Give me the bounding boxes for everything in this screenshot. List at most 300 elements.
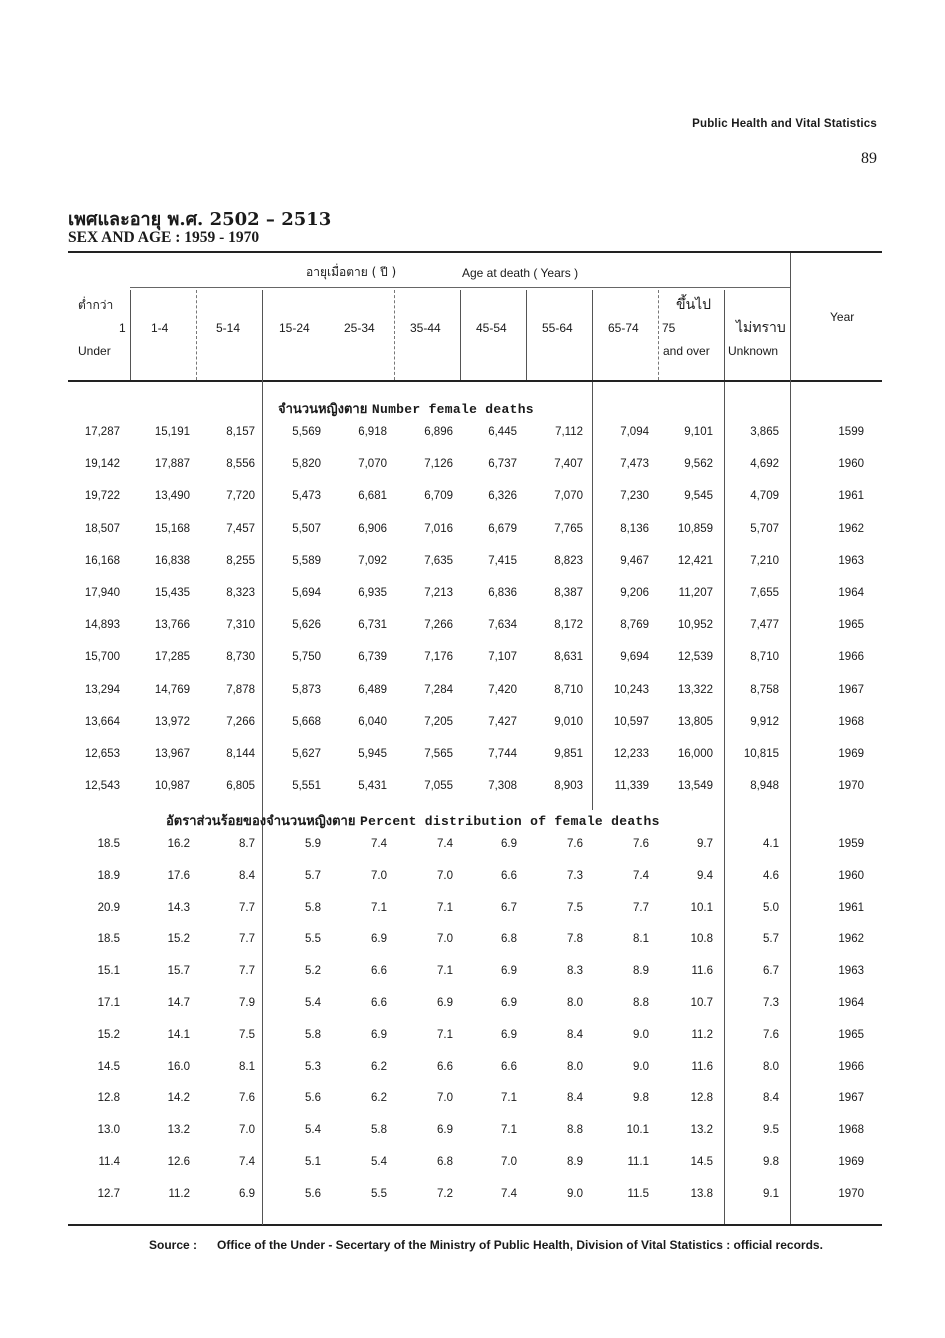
value-cell: 8.4 <box>763 1092 779 1105</box>
value-cell: 5,945 <box>358 748 387 760</box>
value-cell: 5.4 <box>305 997 321 1009</box>
percent-row <box>68 838 882 858</box>
value-cell: 8,758 <box>750 683 779 696</box>
number-row <box>68 523 882 543</box>
value-cell: 3,865 <box>750 426 779 438</box>
value-cell: 8.9 <box>567 1156 583 1168</box>
value-cell: 6.9 <box>239 1187 255 1200</box>
value-cell: 7.3 <box>567 869 583 882</box>
value-cell: 5,589 <box>292 554 321 567</box>
value-cell: 7.4 <box>633 869 649 882</box>
value-cell: 12.7 <box>97 1187 120 1200</box>
percent-row <box>68 965 882 985</box>
value-cell: 4.6 <box>763 869 779 882</box>
value-cell: 6,040 <box>358 715 387 728</box>
value-cell: 7,634 <box>488 619 517 632</box>
value-cell: 7,016 <box>424 522 453 535</box>
value-cell: 8.8 <box>567 1124 583 1137</box>
value-cell: 15,435 <box>154 587 190 599</box>
value-cell: 8,903 <box>554 780 583 793</box>
value-cell: 7,565 <box>424 748 453 760</box>
value-cell: 19,142 <box>84 458 120 471</box>
value-cell: 8.4 <box>239 869 255 882</box>
value-cell: 10.7 <box>690 997 713 1009</box>
year-cell: 1963 <box>838 965 864 978</box>
value-cell: 9.7 <box>697 838 713 850</box>
value-cell: 5.4 <box>305 1124 321 1137</box>
value-cell: 6,737 <box>488 458 517 471</box>
value-cell: 17,285 <box>154 651 190 664</box>
value-cell: 15,168 <box>154 522 190 535</box>
number-row <box>68 780 882 800</box>
value-cell: 7,655 <box>750 587 779 599</box>
value-cell: 6,836 <box>488 587 517 599</box>
value-cell: 12,653 <box>84 748 120 760</box>
value-cell: 6.7 <box>763 965 779 978</box>
value-cell: 5.4 <box>371 1156 387 1168</box>
value-cell: 6.2 <box>371 1092 387 1105</box>
year-cell: 1969 <box>838 1156 864 1168</box>
col-25-34: 25-34 <box>344 321 375 335</box>
value-cell: 7,720 <box>226 490 255 503</box>
value-cell: 5,694 <box>292 587 321 599</box>
value-cell: 5,707 <box>750 522 779 535</box>
value-cell: 12.6 <box>167 1156 190 1168</box>
value-cell: 5.5 <box>371 1187 387 1200</box>
value-cell: 8.1 <box>633 933 649 946</box>
value-cell: 7.4 <box>239 1156 255 1168</box>
value-cell: 9,206 <box>620 587 649 599</box>
value-cell: 8.8 <box>633 997 649 1009</box>
value-cell: 8,556 <box>226 458 255 471</box>
value-cell: 12.8 <box>690 1092 713 1105</box>
value-cell: 7.7 <box>239 901 255 914</box>
value-cell: 11.1 <box>627 1156 649 1168</box>
value-cell: 9.0 <box>633 1028 649 1041</box>
percent-row <box>68 1156 882 1176</box>
value-cell: 7.7 <box>239 933 255 946</box>
year-cell: 1961 <box>838 901 864 914</box>
value-cell: 6.6 <box>437 1060 453 1073</box>
percent-row <box>68 1061 882 1081</box>
value-cell: 10,987 <box>154 780 190 793</box>
value-cell: 10.1 <box>626 1124 649 1137</box>
value-cell: 18.5 <box>97 933 120 946</box>
value-cell: 6,445 <box>488 426 517 438</box>
value-cell: 13,294 <box>84 683 120 696</box>
value-cell: 17,940 <box>84 587 120 599</box>
value-cell: 8,157 <box>226 426 255 438</box>
col-5-14: 5-14 <box>216 321 241 335</box>
value-cell: 11.6 <box>691 965 713 978</box>
value-cell: 7,407 <box>554 458 583 471</box>
value-cell: 7,213 <box>424 587 453 599</box>
col-55-64: 55-64 <box>542 321 573 335</box>
section-number-thai: จำนวนหญิงตาย <box>278 402 368 417</box>
value-cell: 7,070 <box>358 458 387 471</box>
running-head: Public Health and Vital Statistics <box>692 118 877 130</box>
value-cell: 5,569 <box>292 426 321 438</box>
year-cell: 1965 <box>838 1028 864 1041</box>
value-cell: 17.6 <box>167 869 190 882</box>
year-cell: 1970 <box>838 1187 864 1200</box>
col-unknown-thai: ไม่ทราบ <box>736 319 786 335</box>
value-cell: 7,308 <box>488 780 517 793</box>
value-cell: 6.9 <box>371 1028 387 1041</box>
value-cell: 12,543 <box>84 780 120 793</box>
year-cell: 1599 <box>838 426 864 438</box>
year-cell: 1960 <box>838 458 864 471</box>
value-cell: 15.1 <box>97 965 120 978</box>
value-cell: 5,507 <box>292 522 321 535</box>
value-cell: 7,266 <box>226 715 255 728</box>
value-cell: 5.1 <box>305 1156 321 1168</box>
value-cell: 14.3 <box>167 901 190 914</box>
value-cell: 16,168 <box>84 554 120 567</box>
value-cell: 7.4 <box>501 1187 517 1200</box>
value-cell: 14.1 <box>167 1028 190 1041</box>
column-divider <box>460 290 461 380</box>
value-cell: 7.6 <box>239 1092 255 1105</box>
value-cell: 6.6 <box>371 997 387 1009</box>
value-cell: 16.0 <box>167 1060 190 1073</box>
value-cell: 18.9 <box>97 869 120 882</box>
value-cell: 7,457 <box>226 522 255 535</box>
percent-row <box>68 870 882 890</box>
value-cell: 19,722 <box>84 490 120 503</box>
value-cell: 6,896 <box>424 426 453 438</box>
year-cell: 1968 <box>838 715 864 728</box>
number-row <box>68 716 882 736</box>
value-cell: 8.7 <box>239 838 255 850</box>
value-cell: 8.4 <box>567 1092 583 1105</box>
value-cell: 4,709 <box>750 490 779 503</box>
value-cell: 7.1 <box>437 901 453 914</box>
table-bottom-rule <box>68 1224 882 1226</box>
value-cell: 7,878 <box>226 683 255 696</box>
value-cell: 7,310 <box>226 619 255 632</box>
value-cell: 7,284 <box>424 683 453 696</box>
value-cell: 10.8 <box>690 933 713 946</box>
value-cell: 5.2 <box>305 965 321 978</box>
number-row <box>68 587 882 607</box>
value-cell: 8,323 <box>226 587 255 599</box>
value-cell: 7.6 <box>633 838 649 850</box>
value-cell: 16.2 <box>167 838 190 850</box>
age-group-underline <box>130 287 790 288</box>
value-cell: 14.7 <box>167 997 190 1009</box>
value-cell: 5,820 <box>292 458 321 471</box>
col-45-54: 45-54 <box>476 321 507 335</box>
value-cell: 7.1 <box>501 1124 517 1137</box>
year-cell: 1959 <box>838 838 864 850</box>
value-cell: 9.1 <box>763 1187 779 1200</box>
year-cell: 1962 <box>838 933 864 946</box>
value-cell: 7,092 <box>358 554 387 567</box>
col-under-en: Under <box>78 344 111 358</box>
percent-row <box>68 1124 882 1144</box>
year-cell: 1968 <box>838 1124 864 1137</box>
value-cell: 10,952 <box>677 619 713 632</box>
value-cell: 6,918 <box>358 426 387 438</box>
value-cell: 7,427 <box>488 715 517 728</box>
value-cell: 6,681 <box>358 490 387 503</box>
value-cell: 6,906 <box>358 522 387 535</box>
value-cell: 8.1 <box>239 1060 255 1073</box>
value-cell: 8,387 <box>554 587 583 599</box>
value-cell: 7.8 <box>567 933 583 946</box>
value-cell: 9.0 <box>633 1060 649 1073</box>
value-cell: 20.9 <box>97 901 120 914</box>
value-cell: 11,207 <box>678 587 713 599</box>
value-cell: 6.9 <box>437 997 453 1009</box>
value-cell: 10,815 <box>743 748 779 760</box>
value-cell: 13,490 <box>154 490 190 503</box>
value-cell: 5.9 <box>305 838 321 850</box>
section-percent-english: Percent distribution of female deaths <box>359 814 660 829</box>
value-cell: 10,243 <box>613 683 649 696</box>
value-cell: 15,191 <box>154 426 190 438</box>
value-cell: 6.6 <box>371 965 387 978</box>
value-cell: 6.8 <box>437 1156 453 1168</box>
value-cell: 6,709 <box>424 490 453 503</box>
value-cell: 7.0 <box>501 1156 517 1168</box>
value-cell: 9,562 <box>684 458 713 471</box>
value-cell: 7.6 <box>763 1028 779 1041</box>
value-cell: 6,739 <box>358 651 387 664</box>
value-cell: 7,420 <box>488 683 517 696</box>
value-cell: 5,473 <box>292 490 321 503</box>
value-cell: 7.1 <box>437 1028 453 1041</box>
percent-row <box>68 933 882 953</box>
value-cell: 7.5 <box>239 1028 255 1041</box>
value-cell: 6,935 <box>358 587 387 599</box>
column-divider <box>592 290 593 380</box>
value-cell: 6.9 <box>437 1124 453 1137</box>
col-35-44: 35-44 <box>410 321 441 335</box>
value-cell: 7.3 <box>763 997 779 1009</box>
value-cell: 13,972 <box>154 715 190 728</box>
value-cell: 4.1 <box>763 838 779 850</box>
value-cell: 5.5 <box>305 933 321 946</box>
value-cell: 8,710 <box>750 651 779 664</box>
value-cell: 18,507 <box>84 522 120 535</box>
value-cell: 6,731 <box>358 619 387 632</box>
col-75-num: 75 <box>662 321 676 335</box>
value-cell: 15.2 <box>97 1028 120 1041</box>
value-cell: 7,415 <box>488 554 517 567</box>
value-cell: 6.9 <box>501 838 517 850</box>
value-cell: 8.0 <box>763 1060 779 1073</box>
value-cell: 16,000 <box>677 748 713 760</box>
section-number-english: Number female deaths <box>371 402 534 417</box>
value-cell: 8,255 <box>226 554 255 567</box>
value-cell: 5.3 <box>305 1060 321 1073</box>
year-cell: 1970 <box>838 780 864 793</box>
value-cell: 17.1 <box>97 997 120 1009</box>
value-cell: 7,266 <box>424 619 453 632</box>
value-cell: 5.8 <box>305 901 321 914</box>
age-group-thai: อายุเมื่อตาย ( ปี ) <box>306 265 397 279</box>
value-cell: 7.4 <box>371 838 387 850</box>
year-cell: 1964 <box>838 587 864 599</box>
value-cell: 6,489 <box>358 683 387 696</box>
value-cell: 14,769 <box>154 683 190 696</box>
value-cell: 11.2 <box>691 1028 713 1041</box>
value-cell: 5.0 <box>763 901 779 914</box>
value-cell: 9.5 <box>763 1124 779 1137</box>
value-cell: 6.2 <box>371 1060 387 1073</box>
value-cell: 7,744 <box>488 748 517 760</box>
value-cell: 8,631 <box>554 651 583 664</box>
value-cell: 8,769 <box>620 619 649 632</box>
col-unknown-en: Unknown <box>728 344 779 358</box>
value-cell: 7,094 <box>620 426 649 438</box>
value-cell: 17,887 <box>154 458 190 471</box>
value-cell: 12,539 <box>677 651 713 664</box>
value-cell: 13.8 <box>690 1187 713 1200</box>
col-under-num: 1 <box>119 321 126 335</box>
year-cell: 1966 <box>838 651 864 664</box>
year-cell: 1969 <box>838 748 864 760</box>
value-cell: 17,287 <box>84 426 120 438</box>
year-cell: 1965 <box>838 619 864 632</box>
value-cell: 8,823 <box>554 554 583 567</box>
value-cell: 7,112 <box>555 426 583 438</box>
value-cell: 8.0 <box>567 1060 583 1073</box>
number-row <box>68 426 882 446</box>
value-cell: 7,107 <box>488 651 517 664</box>
value-cell: 5.8 <box>371 1124 387 1137</box>
percent-row <box>68 1029 882 1049</box>
col-1-4: 1-4 <box>151 321 169 335</box>
value-cell: 9.8 <box>633 1092 649 1105</box>
source-label: Source : <box>149 1238 198 1252</box>
number-row <box>68 555 882 575</box>
value-cell: 5.7 <box>763 933 779 946</box>
value-cell: 8,136 <box>620 522 649 535</box>
value-cell: 7,176 <box>424 651 453 664</box>
value-cell: 5,750 <box>292 651 321 664</box>
source-text: Office of the Under - Secertary of the Ministry of Public Health, Division of Vital Statistics : official records. <box>217 1238 823 1252</box>
value-cell: 7,205 <box>424 715 453 728</box>
value-cell: 13,805 <box>677 715 713 728</box>
value-cell: 7.7 <box>633 901 649 914</box>
value-cell: 8.0 <box>567 997 583 1009</box>
col-65-74: 65-74 <box>608 321 639 335</box>
value-cell: 7,055 <box>424 780 453 793</box>
percent-row <box>68 902 882 922</box>
number-row <box>68 619 882 639</box>
value-cell: 13,766 <box>154 619 190 632</box>
year-cell: 1967 <box>838 1092 864 1105</box>
value-cell: 14,893 <box>84 619 120 632</box>
column-divider <box>724 290 725 380</box>
value-cell: 7,477 <box>750 619 779 632</box>
page-number: 89 <box>861 150 877 167</box>
value-cell: 14.2 <box>167 1092 190 1105</box>
col-year: Year <box>830 310 855 324</box>
title-english: SEX AND AGE : 1959 - 1970 <box>68 229 260 246</box>
year-cell: 1967 <box>838 683 864 696</box>
value-cell: 12.8 <box>97 1092 120 1105</box>
value-cell: 6,805 <box>226 780 255 793</box>
col-15-24: 15-24 <box>279 321 310 335</box>
value-cell: 13,664 <box>84 715 120 728</box>
value-cell: 6.9 <box>501 1028 517 1041</box>
number-row <box>68 458 882 478</box>
value-cell: 6.9 <box>501 965 517 978</box>
percent-row <box>68 997 882 1017</box>
value-cell: 13,967 <box>154 748 190 760</box>
column-divider <box>196 290 197 380</box>
value-cell: 11.6 <box>691 1060 713 1073</box>
value-cell: 7.6 <box>567 838 583 850</box>
value-cell: 8,144 <box>226 748 255 760</box>
value-cell: 6.8 <box>501 933 517 946</box>
value-cell: 5,431 <box>358 780 387 793</box>
value-cell: 7.5 <box>567 901 583 914</box>
value-cell: 13,549 <box>677 780 713 793</box>
value-cell: 9,912 <box>750 715 779 728</box>
header-bottom-rule <box>68 380 882 382</box>
value-cell: 7.0 <box>437 869 453 882</box>
value-cell: 5,627 <box>292 748 321 760</box>
col-75-thai: ขึ้นไป <box>676 296 712 312</box>
value-cell: 5,668 <box>292 715 321 728</box>
number-row <box>68 651 882 671</box>
column-divider <box>130 290 131 380</box>
value-cell: 7.2 <box>437 1187 453 1200</box>
value-cell: 7,070 <box>554 490 583 503</box>
title-thai: เพศและอายุ พ.ศ. 2502 – 2513 <box>68 209 332 230</box>
value-cell: 11.2 <box>168 1187 190 1200</box>
value-cell: 7.0 <box>239 1124 255 1137</box>
value-cell: 7.1 <box>437 965 453 978</box>
year-cell: 1966 <box>838 1060 864 1073</box>
value-cell: 5.6 <box>305 1187 321 1200</box>
column-divider <box>658 290 659 380</box>
value-cell: 7,230 <box>620 490 649 503</box>
value-cell: 9.8 <box>763 1156 779 1168</box>
percent-row <box>68 1092 882 1112</box>
col-under-thai: ต่ำกว่า <box>78 298 114 312</box>
value-cell: 9.0 <box>567 1187 583 1200</box>
year-cell: 1963 <box>838 554 864 567</box>
value-cell: 7.0 <box>437 933 453 946</box>
year-cell: 1961 <box>838 490 864 503</box>
column-divider <box>526 290 527 380</box>
number-row <box>68 684 882 704</box>
number-row <box>68 748 882 768</box>
value-cell: 7,473 <box>620 458 649 471</box>
value-cell: 7,765 <box>554 522 583 535</box>
value-cell: 15,700 <box>84 651 120 664</box>
value-cell: 7.9 <box>239 997 255 1009</box>
value-cell: 7.4 <box>437 838 453 850</box>
value-cell: 7.0 <box>371 869 387 882</box>
section-number-title <box>278 398 534 419</box>
value-cell: 16,838 <box>154 554 190 567</box>
value-cell: 7,126 <box>424 458 453 471</box>
value-cell: 10,859 <box>677 522 713 535</box>
value-cell: 10,597 <box>613 715 649 728</box>
value-cell: 8,948 <box>750 780 779 793</box>
value-cell: 6.7 <box>501 901 517 914</box>
value-cell: 5.7 <box>305 869 321 882</box>
value-cell: 11.4 <box>98 1156 120 1168</box>
number-row <box>68 490 882 510</box>
